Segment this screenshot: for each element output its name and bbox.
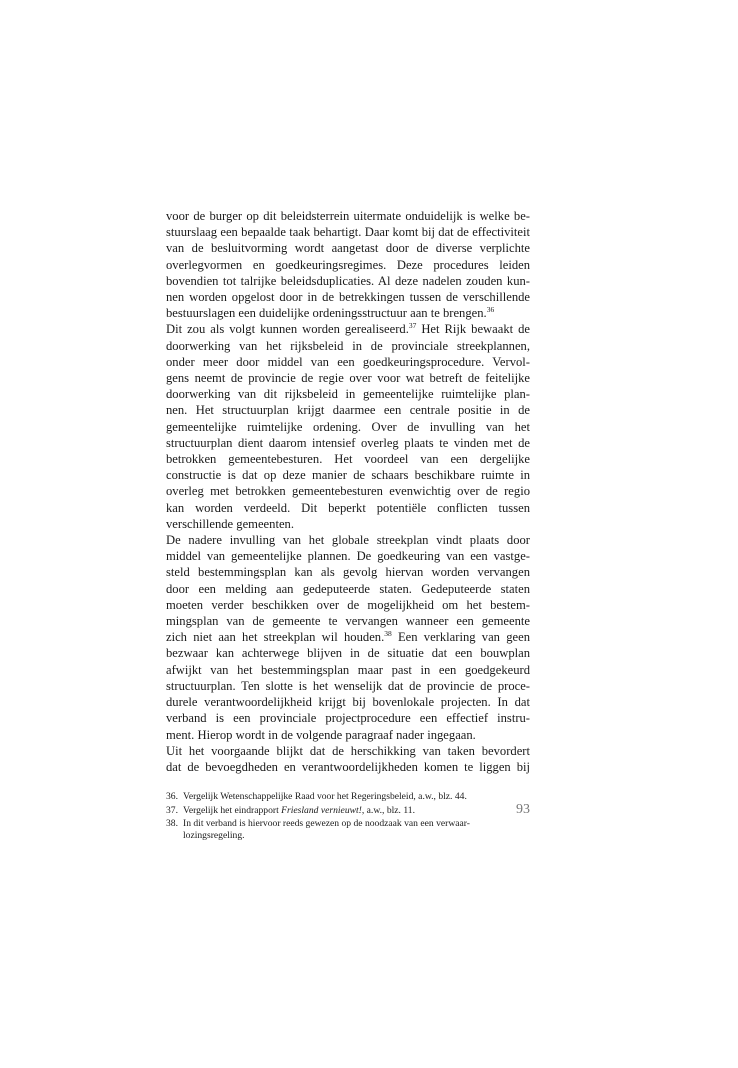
paragraph-1	[166, 208, 530, 321]
text-line: bovendien tot talrijke beleidsduplicaties. Al deze nadelen zouden kun-	[166, 273, 530, 288]
text-line: verband is een provinciale projectprocedure een effectief instru-	[166, 711, 530, 726]
paragraph-3	[166, 532, 530, 743]
text-line: gemeentelijke ruimtelijke ordening. Over de invulling van het	[166, 419, 530, 434]
text-line: afwijkt van het bestemmingsplan maar past in een goedgekeurd	[166, 662, 530, 677]
text-line: mingsplan van de gemeente te vervangen wanneer een gemeente	[166, 614, 530, 629]
text-line: van de besluitvorming wordt aangetast door de diverse verplichte	[166, 241, 530, 256]
footnote-title: Friesland vernieuwt!	[281, 804, 362, 816]
text-line: onder meer door middel van een goedkeuringsprocedure. Vervol-	[166, 354, 530, 369]
text-line: doorwerking van dit rijksbeleid in gemeentelijke ruimtelijke plan-	[166, 387, 530, 402]
text-line: nen worden opgelost door in de betrekkingen tussen de verschillende	[166, 290, 530, 305]
text-line: constructie is dat op deze manier de schaars beschikbare ruimte in	[166, 468, 530, 483]
footnote-ref: 36	[486, 305, 495, 315]
text-line: Uit het voorgaande blijkt dat de herschikking van taken bevordert	[166, 743, 530, 758]
text-line: zich niet aan het streekplan wil houden.$^{38}$ Een verklaring van geen	[166, 629, 530, 645]
footnote-text: Vergelijk Wetenschappelijke Raad voor het Regeringsbeleid, a.w., blz. 44.	[183, 791, 467, 803]
text-line: ment. Hierop wordt in de volgende paragraaf nader ingegaan.	[166, 727, 476, 742]
footnote-ref: 37	[408, 321, 417, 331]
footnote-text: In dit verband is hiervoor reeds gewezen op de noodzaak van een verwaar-lozingsregeling.	[183, 817, 470, 842]
text-line: voor de burger op dit beleidsterrein uitermate onduidelijk is welke be-	[166, 209, 530, 223]
footnote-ref: 38	[384, 629, 392, 639]
text-line: steld bestemmingsplan kan als gevolg hiervan worden vervangen	[166, 565, 530, 580]
text-line: door een melding aan gedeputeerde staten. Gedeputeerde staten	[166, 581, 530, 596]
footnote-number: 36.	[166, 791, 178, 803]
text-line: kan worden verdeeld. Dit beperkt potentiële conflicten tussen	[166, 500, 530, 515]
text-line: middel van gemeentelijke plannen. De goedkeuring van een vastge-	[166, 549, 530, 564]
body-text	[166, 208, 530, 775]
paragraph-2	[166, 321, 530, 532]
text-line: gens neemt de provincie de regie over voor wat betreft de feitelijke	[166, 371, 530, 386]
paragraph-4	[166, 743, 530, 775]
text-line: De nadere invulling van het globale streekplan vindt plaats door	[166, 533, 530, 548]
text-line: verschillende gemeenten.	[166, 516, 294, 531]
footnote-number: 38.	[166, 817, 178, 829]
text-line: structuurplan dient daarom intensief overleg plaats te vinden met de	[166, 435, 530, 450]
text-line: bezwaar kan achterwege blijven in de situatie dat een bouwplan	[166, 646, 530, 661]
text-line: structuurplan. Ten slotte is het wenselijk dat de provincie de proce-	[166, 678, 530, 693]
text-line: nen. Het structuurplan krijgt daarmee een centrale positie in de	[166, 403, 530, 418]
text-line: Dit zou als volgt kunnen worden gerealiseerd.$^{37}$ Het Rijk bewaakt de	[166, 321, 530, 337]
text-line: stuurslaag een bepaalde taak behartigt. Daar komt bij dat de effectiviteit	[166, 225, 530, 240]
page-content	[166, 208, 530, 844]
text-line: bestuurslagen een duidelijke ordeningsstructuur aan te brengen.$^{36}$	[166, 305, 495, 321]
footnote-number: 37.	[166, 804, 178, 816]
text-line: overlegvormen en goedkeuringsregimes. Deze procedures leiden	[166, 257, 530, 272]
text-line: overleg met betrokken gemeentebesturen evenwichtig over de regio	[166, 484, 530, 499]
page-number: 93	[516, 802, 530, 817]
footnote-text: Vergelijk het eindrapport Friesland vernieuwt!, a.w., blz. 11.	[183, 804, 415, 816]
text-line: betrokken gemeentebesturen. Het voordeel van een dergelijke	[166, 452, 530, 467]
text-line: doorwerking van het rijksbeleid in de provinciale streekplannen,	[166, 338, 530, 353]
footnote-38	[166, 818, 530, 843]
text-line: durele verantwoordelijkheid krijgt bij bovenlokale projecten. In dat	[166, 695, 530, 710]
text-line: moeten verder beschikken over de mogelijkheid om het bestem-	[166, 597, 530, 612]
text-line: dat de bevoegdheden en verantwoordelijkheden komen te liggen bij	[166, 759, 530, 774]
